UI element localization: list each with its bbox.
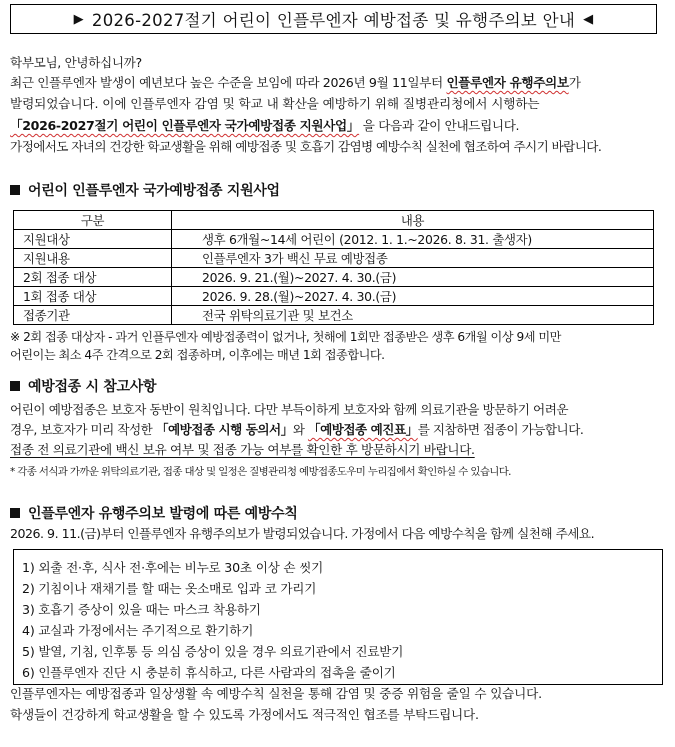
screening-form-name: 「예방접종 예진표」 — [307, 422, 418, 437]
intro-text: 을 다음과 같이 안내드립니다. — [362, 118, 520, 133]
resource-note: * 각종 서식과 가까운 위탁의료기관, 접종 대상 및 일정은 질병관리청 예방접종도우미 누리집에서 확인하실 수 있습니다. — [10, 466, 511, 478]
section-heading-text: 어린이 인플루엔자 국가예방접종 지원사업 — [28, 183, 280, 199]
list-item: 5) 발열, 기침, 인후통 등 의심 증상이 있을 경우 의료기관에서 진료받기 — [22, 644, 404, 659]
table-cell-label: 1회 접종 대상 — [14, 287, 172, 306]
list-item: 1) 외출 전·후, 식사 전·후에는 비누로 30초 이상 손 씻기 — [22, 560, 324, 575]
section-heading-rules — [10, 503, 298, 523]
list-item: 4) 교실과 가정에서는 주기적으로 환기하기 — [22, 623, 254, 638]
prevention-rules-box — [13, 549, 663, 685]
list-item: 2) 기침이나 재채기를 할 때는 옷소매로 입과 코 가리기 — [22, 581, 317, 596]
note-line-1: ※ 2회 접종 대상자 - 과거 인플루엔자 예방접종력이 없거나, 첫해에 1회만 접종받은 생후 6개월 이상 9세 미만 — [10, 330, 561, 344]
notes-text: 를 지참하면 접종이 가능합니다. — [417, 422, 584, 437]
table-cell-value: 전국 위탁의료기관 및 보건소 — [172, 306, 654, 325]
table-row — [14, 287, 654, 306]
list-item: 3) 호흡기 증상이 있을 때는 마스크 착용하기 — [22, 602, 261, 617]
table-cell-value: 2026. 9. 28.(월)~2027. 4. 30.(금) — [172, 287, 654, 306]
section-heading-support — [10, 180, 280, 200]
support-table — [13, 210, 654, 325]
table-row — [14, 268, 654, 287]
table-cell-label: 2회 접종 대상 — [14, 268, 172, 287]
notes-line-3: 접종 전 의료기관에 백신 보유 여부 및 접종 가능 여부를 확인한 후 방문하시기 바랍니다. — [10, 442, 475, 457]
table-cell-value: 생후 6개월~14세 어린이 (2012. 1. 1.~2026. 8. 31. 출생자) — [172, 230, 654, 249]
notes-text: 와 — [292, 422, 308, 437]
table-cell-label: 지원대상 — [14, 230, 172, 249]
list-item: 6) 인플루엔자 진단 시 충분히 휴식하고, 다른 사람과의 접촉을 줄이기 — [22, 665, 396, 680]
table-row — [14, 230, 654, 249]
square-bullet-icon — [10, 508, 20, 518]
section-heading-notes — [10, 376, 156, 396]
page-title: 2026-2027절기 어린이 인플루엔자 예방접종 및 유행주의보 안내 — [91, 11, 576, 30]
notes-line-2 — [10, 421, 660, 439]
table-header-row — [14, 211, 654, 230]
greeting: 학부모님, 안녕하십니까? — [10, 55, 142, 70]
table-header-cell: 구분 — [14, 211, 172, 230]
rules-intro: 2026. 9. 11.(금)부터 인플루엔자 유행주의보가 발령되었습니다. 가정에서 다음 예방수칙을 함께 실천해 주세요. — [10, 526, 595, 541]
closing-line-2: 학생들이 건강하게 학교생활을 할 수 있도록 가정에서도 적극적인 협조를 부탁드립니다. — [10, 707, 479, 722]
alert-term: 인플루엔자 유행주의보 — [446, 75, 569, 90]
intro-line-4: 가정에서도 자녀의 건강한 학교생활을 위해 예방접종 및 호흡기 감염병 예방수칙 실천에 협조하여 주시기 바랍니다. — [10, 139, 602, 154]
square-bullet-icon — [10, 185, 20, 195]
triangle-left-icon: ◀ — [583, 11, 594, 27]
table-header-cell: 내용 — [172, 211, 654, 230]
table-row — [14, 306, 654, 325]
note-line-2: 어린이는 최소 4주 간격으로 2회 접종하며, 이후에는 매년 1회 접종합니다. — [10, 348, 385, 362]
closing-line-1: 인플루엔자는 예방접종과 일상생활 속 예방수칙 실천을 통해 감염 및 중증 위험을 줄일 수 있습니다. — [10, 686, 542, 701]
consent-form-name: 「예방접종 시행 동의서」 — [155, 422, 293, 437]
table-cell-value: 2026. 9. 21.(월)~2027. 4. 30.(금) — [172, 268, 654, 287]
intro-line-2: 발령되었습니다. 이에 인플루엔자 감염 및 학교 내 확산을 예방하기 위해 질병관리청에서 시행하는 — [10, 96, 540, 111]
table-cell-label: 접종기관 — [14, 306, 172, 325]
intro-text: 가 — [568, 75, 581, 90]
intro-line-1 — [10, 74, 660, 92]
notes-line-1: 어린이 예방접종은 보호자 동반이 원칙입니다. 다만 부득이하게 보호자와 함께 의료기관을 방문하기 어려운 — [10, 402, 569, 417]
program-name: 「2026-2027절기 어린이 인플루엔자 국가예방접종 지원사업」 — [10, 118, 360, 133]
triangle-right-icon: ▶ — [73, 11, 84, 27]
intro-line-3 — [10, 117, 660, 135]
notes-text: 경우, 보호자가 미리 작성한 — [10, 422, 156, 437]
square-bullet-icon — [10, 381, 20, 391]
section-heading-text: 예방접종 시 참고사항 — [28, 379, 157, 395]
section-heading-text: 인플루엔자 유행주의보 발령에 따른 예방수칙 — [28, 506, 298, 522]
intro-text: 최근 인플루엔자 발생이 예년보다 높은 수준을 보임에 따라 2026년 9월 11일부터 — [10, 75, 447, 90]
table-row — [14, 249, 654, 268]
title-box — [10, 4, 657, 34]
table-cell-value: 인플루엔자 3가 백신 무료 예방접종 — [172, 249, 654, 268]
table-cell-label: 지원내용 — [14, 249, 172, 268]
